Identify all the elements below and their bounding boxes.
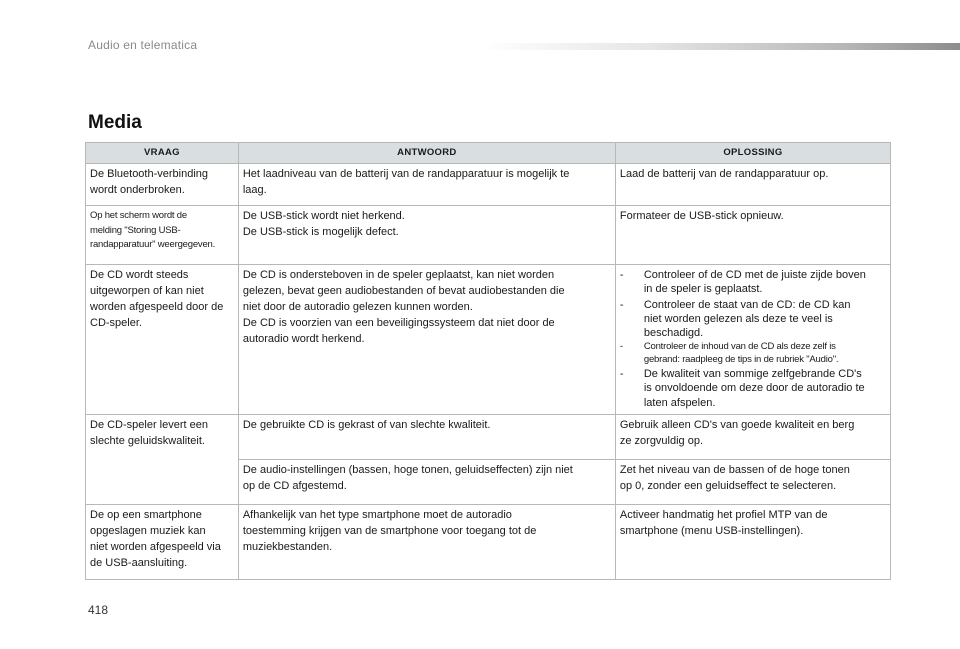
text-line: Het laadniveau van de batterij van de randapparatuur is mogelijk te bbox=[242, 168, 570, 180]
solution-cell bbox=[615, 460, 890, 505]
dash-marker: - bbox=[619, 269, 624, 281]
text-line: de USB-aansluiting. bbox=[90, 556, 188, 569]
list-item bbox=[620, 367, 886, 410]
text-line: Controleer de inhoud van de CD als deze zelf is bbox=[643, 341, 836, 353]
text-line: De CD wordt steeds bbox=[90, 269, 189, 281]
text-line: beschadigd. bbox=[643, 327, 704, 340]
question-cell bbox=[86, 505, 239, 580]
list-item bbox=[620, 341, 886, 366]
table-header-row bbox=[86, 143, 891, 164]
text-line: op de CD afgestemd. bbox=[242, 480, 347, 492]
text-line: De USB-stick wordt niet herkend. bbox=[242, 210, 405, 222]
text-line: De kwaliteit van sommige zelfgebrande CD's bbox=[643, 368, 862, 381]
text-line: De gebruikte CD is gekrast of van slechte kwaliteit. bbox=[242, 419, 491, 432]
table-row bbox=[86, 265, 891, 415]
answer-cell bbox=[238, 460, 615, 505]
answer-cell bbox=[238, 265, 615, 415]
page-number: 418 bbox=[88, 603, 109, 617]
solution-cell bbox=[615, 265, 890, 415]
question-cell bbox=[86, 415, 239, 505]
column-header-answer: ANTWOORD bbox=[238, 143, 615, 164]
answer-cell bbox=[238, 164, 615, 206]
section-title: Media bbox=[88, 112, 142, 133]
text-line: Laad de batterij van de randapparatuur op. bbox=[619, 168, 829, 180]
text-line: Activeer handmatig het profiel MTP van de bbox=[619, 509, 828, 522]
text-line: autoradio wordt herkend. bbox=[242, 332, 365, 345]
table-row bbox=[86, 415, 891, 460]
text-line: Gebruik alleen CD's van goede kwaliteit en berg bbox=[619, 419, 855, 432]
text-line: op 0, zonder een geluidseffect te selecteren. bbox=[619, 480, 837, 492]
text-line: gelezen, bevat geen audiobestanden of bevat audiobestanden die bbox=[242, 284, 565, 297]
running-header-title: Audio en telematica bbox=[88, 38, 198, 52]
text-line: De Bluetooth-verbinding bbox=[90, 168, 209, 180]
text-line: ze zorgvuldig op. bbox=[619, 435, 704, 447]
text-line: Op het scherm wordt de bbox=[90, 210, 187, 221]
text-line: toestemming krijgen van de smartphone voor toegang tot de bbox=[242, 525, 537, 537]
text-line: smartphone (menu USB-instellingen). bbox=[619, 525, 804, 537]
column-header-solution: OPLOSSING bbox=[615, 143, 890, 164]
text-line: De audio-instellingen (bassen, hoge tonen, geluidseffecten) zijn niet bbox=[242, 464, 573, 477]
text-line: in de speler is geplaatst. bbox=[643, 283, 763, 296]
text-line: De CD-speler levert een bbox=[90, 419, 208, 432]
table-row bbox=[86, 505, 891, 580]
dash-marker: - bbox=[619, 298, 624, 311]
text-line: opgeslagen muziek kan bbox=[90, 525, 206, 537]
text-line: De USB-stick is mogelijk defect. bbox=[242, 225, 399, 238]
question-cell bbox=[86, 206, 239, 265]
text-line: uitgeworpen of kan niet bbox=[90, 284, 204, 297]
solution-cell bbox=[615, 505, 890, 580]
text-line: Formateer de USB-stick opnieuw. bbox=[619, 210, 784, 222]
header-gradient-bar bbox=[480, 43, 960, 50]
text-line: muziekbestanden. bbox=[242, 540, 333, 553]
text-line: Zet het niveau van de bassen of de hoge tonen bbox=[619, 464, 850, 477]
text-line: Controleer de staat van de CD: de CD kan bbox=[643, 298, 851, 311]
text-line: De op een smartphone bbox=[90, 509, 202, 522]
list-item bbox=[620, 268, 886, 297]
answer-cell bbox=[238, 206, 615, 265]
text-line: Afhankelijk van het type smartphone moet de autoradio bbox=[242, 509, 512, 522]
table-row bbox=[86, 206, 891, 265]
list-item bbox=[620, 298, 886, 341]
solution-cell bbox=[615, 206, 890, 265]
solution-cell bbox=[615, 415, 890, 460]
answer-cell bbox=[238, 415, 615, 460]
text-line: niet door de autoradio gelezen kunnen worden. bbox=[242, 300, 473, 313]
text-line: laten afspelen. bbox=[643, 396, 716, 409]
solution-list bbox=[620, 268, 886, 410]
text-line: gebrand: raadpleeg de tips in de rubriek "Audio". bbox=[643, 353, 839, 365]
text-line: randapparatuur" weergegeven. bbox=[90, 239, 216, 251]
text-line: CD-speler. bbox=[90, 316, 142, 329]
table-row bbox=[86, 164, 891, 206]
text-line: niet worden afgespeeld via bbox=[90, 540, 221, 553]
dash-marker: - bbox=[619, 341, 623, 353]
text-line: De CD is voorzien van een beveiligingssysteem dat niet door de bbox=[242, 316, 555, 329]
dash-marker: - bbox=[619, 368, 624, 381]
troubleshooting-table bbox=[85, 142, 891, 580]
question-cell bbox=[86, 164, 239, 206]
solution-cell bbox=[615, 164, 890, 206]
text-line: is onvoldoende om deze door de autoradio te bbox=[643, 382, 865, 395]
text-line: De CD is ondersteboven in de speler geplaatst, kan niet worden bbox=[242, 269, 555, 281]
text-line: niet worden gelezen als deze te veel is bbox=[643, 312, 833, 325]
answer-cell bbox=[238, 505, 615, 580]
text-line: melding "Storing USB- bbox=[90, 224, 181, 236]
column-header-question: VRAAG bbox=[86, 143, 239, 164]
text-line: wordt onderbroken. bbox=[90, 183, 185, 196]
text-line: laag. bbox=[242, 183, 267, 196]
text-line: worden afgespeeld door de bbox=[90, 300, 224, 313]
question-cell bbox=[86, 265, 239, 415]
text-line: slechte geluidskwaliteit. bbox=[90, 435, 205, 447]
text-line: Controleer of de CD met de juiste zijde boven bbox=[643, 269, 866, 281]
